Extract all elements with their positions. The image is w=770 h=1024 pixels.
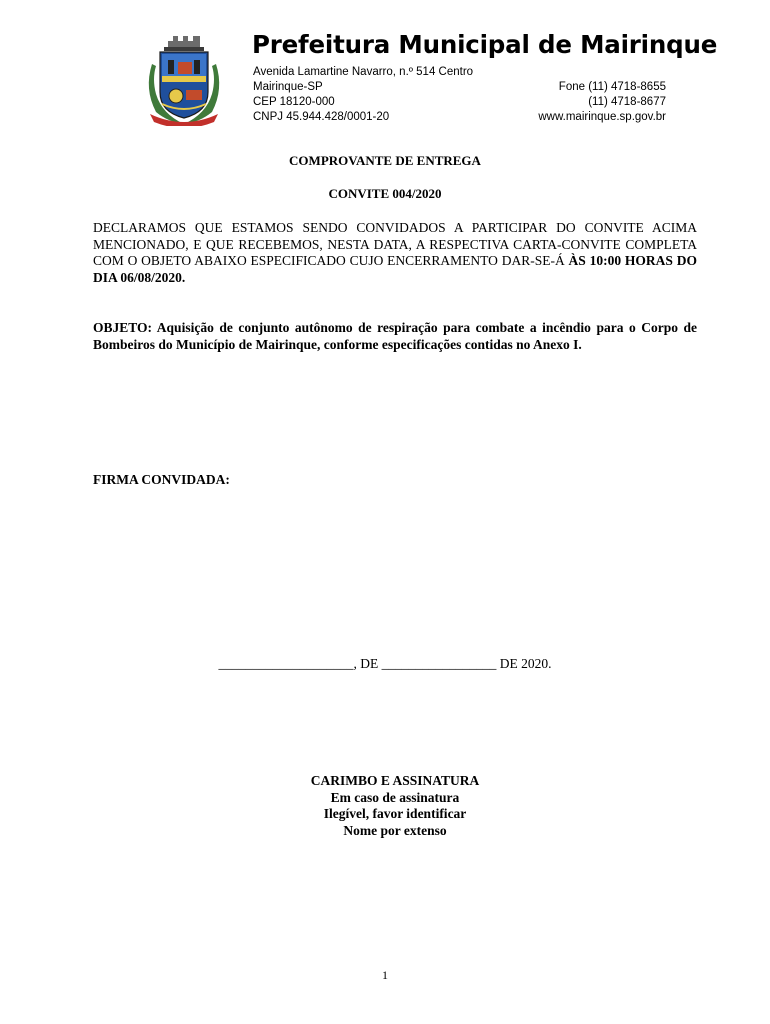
signature-block (0, 773, 770, 839)
address-line: Avenida Lamartine Navarro, n.º 514 Centro (253, 66, 474, 78)
firma-label: FIRMA CONVIDADA: (93, 472, 230, 487)
municipal-coat-of-arms-icon (142, 34, 226, 126)
declaration-text: DECLARAMOS QUE ESTAMOS SENDO CONVIDADOS A PARTICIPAR DO CONVITE ACIMA MENCIONADO, E QUE RECEBEMOS, NESTA DATA, A RESPECTIVA CARTA-CONVITE COMPLETA COM O OBJETO ABAIXO ESPECIFICADO CUJO ENCERRAMENTO DAR-SE-Á (93, 220, 697, 268)
document-subtitle: CONVITE 004/2020 (328, 186, 442, 201)
deadline-text: ÀS 10:00 HORAS DO DIA 06/08/2020. (93, 253, 697, 285)
signature-line-4: Nome por extenso (343, 822, 447, 838)
website-link[interactable]: www.mairinque.sp.gov.br (538, 111, 666, 123)
objeto-text: Aquisição de conjunto autônomo de respiração para combate a incêndio para o Corpo de Bombeiros do Município de Mairinque, conforme especificações contidas no Anexo I. (93, 320, 697, 352)
phone-1: Fone (11) 4718-8655 (558, 81, 666, 93)
phone-2: (11) 4718-8677 (588, 96, 666, 108)
signature-line-1: CARIMBO E ASSINATURA (310, 773, 480, 788)
cep-line: CEP 18120-000 (253, 96, 335, 108)
date-line: ____________________, DE _________________ DE 2020. (218, 656, 552, 671)
signature-line-3: Ilegível, favor identificar (323, 806, 467, 821)
objeto-label: OBJETO: (93, 320, 153, 335)
objeto-paragraph (93, 320, 697, 353)
page-number: 1 (382, 968, 388, 982)
signature-line-2: Em caso de assinatura (330, 789, 460, 805)
declaration-paragraph (93, 220, 697, 286)
cnpj-line: CNPJ 45.944.428/0001-20 (253, 111, 390, 123)
city-line: Mairinque-SP (253, 81, 323, 93)
org-name: Prefeitura Municipal de Mairinque (252, 30, 718, 59)
document-title: COMPROVANTE DE ENTREGA (289, 153, 481, 168)
